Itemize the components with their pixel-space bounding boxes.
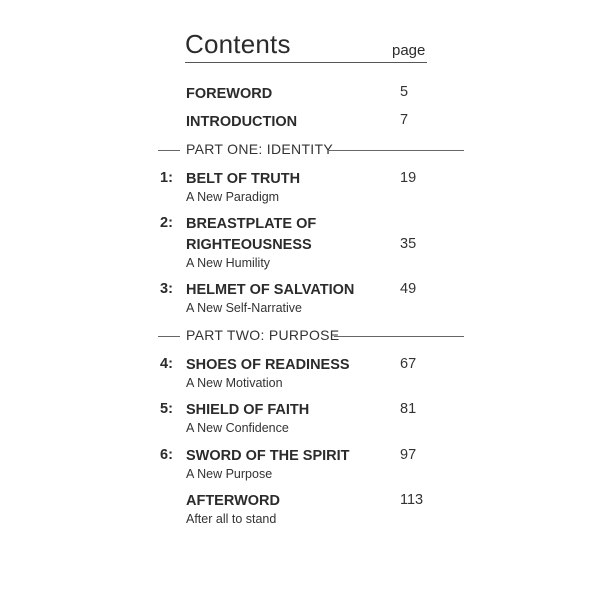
toc-entry-title-chapter-6[interactable]: SWORD OF THE SPIRIT — [186, 448, 350, 464]
toc-entry-title-foreword[interactable]: FOREWORD — [186, 86, 273, 102]
toc-entry-subtitle: A New Purpose — [186, 467, 273, 481]
toc-entry-page: 67 — [400, 356, 417, 372]
toc-entry-title-chapter-1[interactable]: BELT OF TRUTH — [186, 171, 301, 187]
title-underline — [185, 62, 427, 63]
page-title: Contents — [185, 29, 291, 59]
toc-entry-page: 35 — [400, 236, 417, 252]
toc-entry-subtitle: A New Self-Narrative — [186, 301, 303, 315]
toc-entry-page: 81 — [400, 401, 417, 417]
toc-entry-title-chapter-2-line2[interactable]: RIGHTEOUSNESS — [186, 237, 312, 253]
chapter-number: 4: — [160, 356, 173, 372]
toc-entry-page-introduction: 7 — [400, 112, 409, 128]
divider-rule-right — [328, 150, 464, 151]
toc-entry-page: 49 — [400, 281, 417, 297]
toc-entry-page: 97 — [400, 447, 417, 463]
part-divider-two — [158, 327, 464, 347]
toc-entry-page-foreword: 5 — [400, 84, 409, 100]
toc-entry-subtitle: A New Motivation — [186, 376, 283, 390]
toc-entry-page: 19 — [400, 170, 417, 186]
toc-entry-page: 113 — [400, 492, 424, 508]
divider-rule-left — [158, 336, 180, 337]
chapter-number: 5: — [160, 401, 173, 417]
chapter-number: 6: — [160, 447, 173, 463]
toc-entry-title-chapter-3[interactable]: HELMET OF SALVATION — [186, 282, 355, 298]
toc-entry-subtitle: A New Humility — [186, 256, 271, 270]
toc-entry-title-introduction[interactable]: INTRODUCTION — [186, 114, 298, 130]
toc-entry-title-chapter-5[interactable]: SHIELD OF FAITH — [186, 402, 310, 418]
toc-entry-title-chapter-4[interactable]: SHOES OF READINESS — [186, 357, 350, 373]
toc-entry-subtitle: After all to stand — [186, 512, 277, 526]
chapter-number: 2: — [160, 215, 173, 231]
chapter-number: 1: — [160, 170, 173, 186]
part-divider-one — [158, 141, 464, 161]
page-column-label: page — [392, 42, 426, 59]
toc-entry-title-afterword[interactable]: AFTERWORD — [186, 493, 280, 509]
divider-rule-left — [158, 150, 180, 151]
toc-entry-title-chapter-2-line1[interactable]: BREASTPLATE OF — [186, 216, 317, 232]
part-heading-label: PART ONE: IDENTITY — [186, 141, 333, 157]
chapter-number: 3: — [160, 281, 173, 297]
part-heading-label: PART TWO: PURPOSE — [186, 327, 340, 343]
toc-entry-subtitle: A New Paradigm — [186, 190, 280, 204]
toc-entry-subtitle: A New Confidence — [186, 421, 289, 435]
divider-rule-right — [334, 336, 464, 337]
